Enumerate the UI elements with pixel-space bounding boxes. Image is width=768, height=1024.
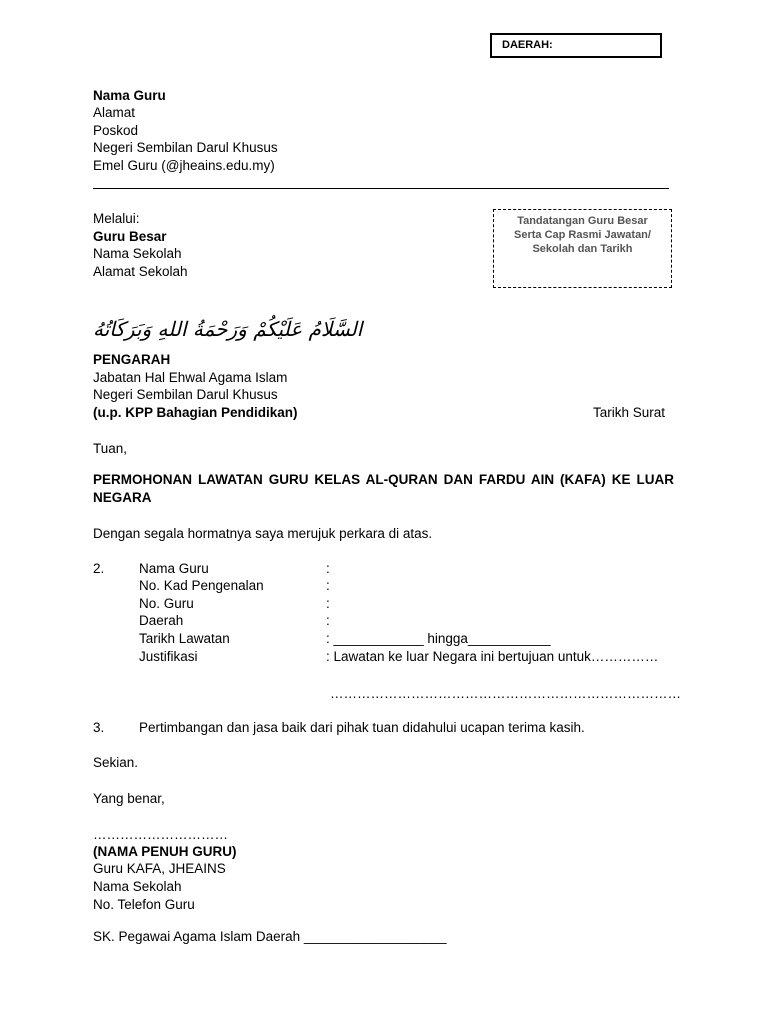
letter-subject: PERMOHONAN LAWATAN GURU KELAS AL-QURAN DAN FARDU AIN (KAFA) KE LUAR NEGARA: [93, 472, 674, 505]
letter-date: Tarikh Surat: [593, 405, 666, 420]
via-school-address: Alamat Sekolah: [93, 264, 188, 279]
field-value: :: [326, 596, 330, 611]
recipient-attention: (u.p. KPP Bahagian Pendidikan): [93, 405, 298, 420]
field-value: : Lawatan ke luar Negara ini bertujuan untuk……………: [326, 649, 659, 664]
teacher-school: Nama Sekolah: [93, 879, 182, 894]
recipient-title: PENGARAH: [93, 352, 171, 367]
sender-address: Alamat: [93, 105, 136, 120]
section-text: Pertimbangan dan jasa baik dari pihak tuan didahului ucapan terima kasih.: [139, 720, 585, 735]
greeting: Tuan,: [93, 441, 128, 456]
teacher-full-name: (NAMA PENUH GURU): [93, 844, 237, 859]
sender-postcode: Poskod: [93, 123, 139, 138]
field-label: No. Guru: [139, 596, 194, 611]
closing-yang-benar: Yang benar,: [93, 791, 165, 806]
field-label: Tarikh Lawatan: [139, 631, 230, 646]
via-school: Nama Sekolah: [93, 246, 182, 261]
field-label: Daerah: [139, 613, 184, 628]
sender-email: Emel Guru (@jheains.edu.my): [93, 158, 275, 173]
field-value: :: [326, 561, 330, 576]
recipient-department: Jabatan Hal Ehwal Agama Islam: [93, 370, 288, 385]
headmaster-signature-box: [493, 209, 672, 288]
teacher-phone: No. Telefon Guru: [93, 897, 195, 912]
section-number: 2.: [93, 561, 105, 576]
teacher-position: Guru KAFA, JHEAINS: [93, 861, 226, 876]
field-value: : ____________ hingga___________: [326, 631, 551, 646]
sender-name: Nama Guru: [93, 88, 166, 103]
field-label: Nama Guru: [139, 561, 209, 576]
signature-line: …………………………: [93, 827, 228, 842]
field-value: :: [326, 613, 330, 628]
recipient-state: Negeri Sembilan Darul Khusus: [93, 387, 278, 402]
field-value: :: [326, 578, 330, 593]
field-label: Justifikasi: [139, 649, 198, 664]
justification-continuation: ……………………………………………………………………: [330, 686, 681, 701]
via-role: Guru Besar: [93, 229, 167, 244]
closing-sekian: Sekian.: [93, 755, 139, 770]
opening-paragraph: Dengan segala hormatnya saya merujuk perkara di atas.: [93, 526, 433, 541]
signature-box-line: Tandatangan Guru Besar: [517, 215, 648, 227]
signature-box-line: Sekolah dan Tarikh: [532, 243, 633, 255]
via-label: Melalui:: [93, 211, 140, 226]
arabic-salutation: السَّلَامُ عَلَيْكُمْ وَرَحْمَةُ اللهِ وَبَرَكَاتُهُ: [93, 317, 363, 341]
sender-state: Negeri Sembilan Darul Khusus: [93, 140, 278, 155]
daerah-box: DAERAH:: [490, 33, 662, 58]
header-divider: [93, 188, 669, 189]
carbon-copy: SK. Pegawai Agama Islam Daerah ___________________: [93, 929, 447, 944]
field-label: No. Kad Pengenalan: [139, 578, 264, 593]
signature-box-line: Serta Cap Rasmi Jawatan/: [514, 229, 651, 241]
section-number: 3.: [93, 720, 105, 735]
